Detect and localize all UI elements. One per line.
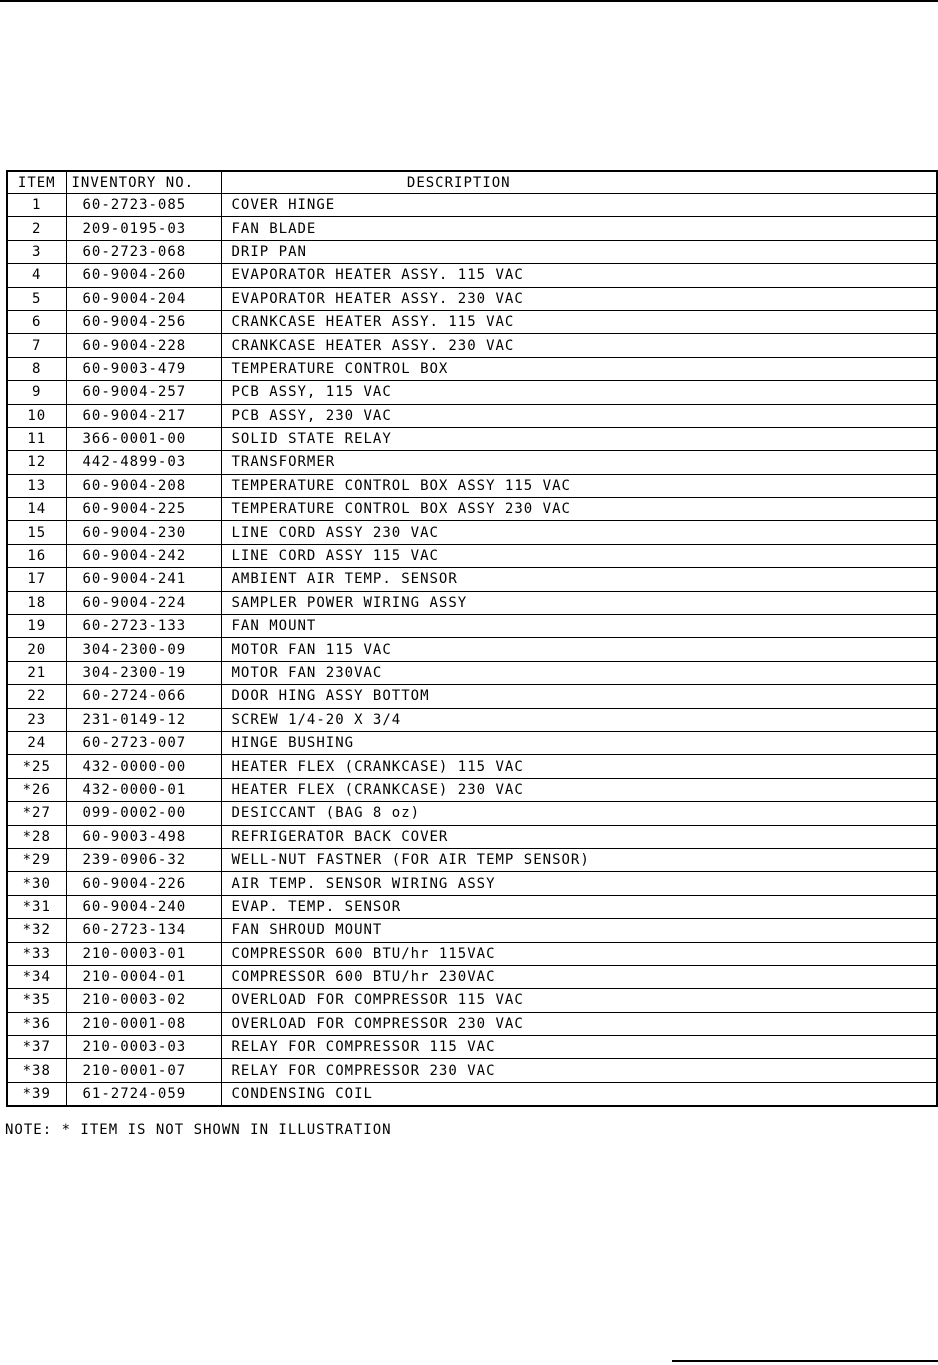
inventory-cell: 60-9004-242 <box>66 544 221 567</box>
description-cell: RELAY FOR COMPRESSOR 230 VAC <box>221 1059 937 1082</box>
item-cell: 14 <box>7 498 66 521</box>
table-row <box>7 848 937 871</box>
item-cell: *30 <box>7 872 66 895</box>
table-row <box>7 661 937 684</box>
inventory-cell: 60-9004-256 <box>66 310 221 333</box>
inventory-cell: 60-9004-204 <box>66 287 221 310</box>
table-row <box>7 965 937 988</box>
description-cell: SOLID STATE RELAY <box>221 427 937 450</box>
inventory-cell: 61-2724-059 <box>66 1082 221 1106</box>
table-row <box>7 1082 937 1106</box>
description-cell: HEATER FLEX (CRANKCASE) 230 VAC <box>221 778 937 801</box>
item-cell: 4 <box>7 264 66 287</box>
inventory-cell: 60-9004-257 <box>66 381 221 404</box>
table-row <box>7 731 937 754</box>
description-cell: PCB ASSY, 115 VAC <box>221 381 937 404</box>
table-row <box>7 404 937 427</box>
inventory-cell: 442-4899-03 <box>66 451 221 474</box>
inventory-cell: 432-0000-01 <box>66 778 221 801</box>
table-row <box>7 615 937 638</box>
description-cell: TEMPERATURE CONTROL BOX <box>221 357 937 380</box>
table-row <box>7 685 937 708</box>
description-cell: PCB ASSY, 230 VAC <box>221 404 937 427</box>
parts-table-body <box>7 194 937 1107</box>
table-row <box>7 568 937 591</box>
table-row <box>7 287 937 310</box>
description-cell: LINE CORD ASSY 115 VAC <box>221 544 937 567</box>
description-cell: FAN MOUNT <box>221 615 937 638</box>
item-cell: *25 <box>7 755 66 778</box>
item-cell: *37 <box>7 1036 66 1059</box>
item-cell: *27 <box>7 802 66 825</box>
item-cell: *31 <box>7 895 66 918</box>
inventory-cell: 304-2300-19 <box>66 661 221 684</box>
description-cell: REFRIGERATOR BACK COVER <box>221 825 937 848</box>
item-cell: 23 <box>7 708 66 731</box>
item-cell: *38 <box>7 1059 66 1082</box>
inventory-cell: 60-9004-260 <box>66 264 221 287</box>
inventory-column-header: INVENTORY NO. <box>66 171 221 194</box>
description-cell: CRANKCASE HEATER ASSY. 115 VAC <box>221 310 937 333</box>
table-row <box>7 474 937 497</box>
description-cell: MOTOR FAN 115 VAC <box>221 638 937 661</box>
item-cell: 10 <box>7 404 66 427</box>
description-cell: SCREW 1/4-20 X 3/4 <box>221 708 937 731</box>
inventory-cell: 210-0001-07 <box>66 1059 221 1082</box>
inventory-cell: 60-9004-228 <box>66 334 221 357</box>
description-cell: AIR TEMP. SENSOR WIRING ASSY <box>221 872 937 895</box>
table-row <box>7 381 937 404</box>
inventory-cell: 210-0004-01 <box>66 965 221 988</box>
inventory-cell: 366-0001-00 <box>66 427 221 450</box>
table-row <box>7 872 937 895</box>
inventory-cell: 231-0149-12 <box>66 708 221 731</box>
table-row <box>7 498 937 521</box>
table-header-row <box>7 171 937 194</box>
item-cell: 15 <box>7 521 66 544</box>
item-cell: *36 <box>7 1012 66 1035</box>
inventory-cell: 60-9004-224 <box>66 591 221 614</box>
description-cell: TEMPERATURE CONTROL BOX ASSY 115 VAC <box>221 474 937 497</box>
table-row <box>7 451 937 474</box>
table-row <box>7 919 937 942</box>
description-cell: DRIP PAN <box>221 240 937 263</box>
item-cell: 17 <box>7 568 66 591</box>
inventory-cell: 099-0002-00 <box>66 802 221 825</box>
item-cell: 9 <box>7 381 66 404</box>
description-cell: MOTOR FAN 230VAC <box>221 661 937 684</box>
inventory-cell: 60-9004-226 <box>66 872 221 895</box>
table-row <box>7 1059 937 1082</box>
inventory-cell: 60-2723-085 <box>66 194 221 217</box>
description-cell: FAN SHROUD MOUNT <box>221 919 937 942</box>
description-cell: OVERLOAD FOR COMPRESSOR 115 VAC <box>221 989 937 1012</box>
item-column-header: ITEM <box>7 171 66 194</box>
description-cell: COVER HINGE <box>221 194 937 217</box>
table-row <box>7 1012 937 1035</box>
inventory-cell: 210-0003-02 <box>66 989 221 1012</box>
table-row <box>7 802 937 825</box>
inventory-cell: 210-0003-01 <box>66 942 221 965</box>
inventory-cell: 60-9004-230 <box>66 521 221 544</box>
item-cell: 20 <box>7 638 66 661</box>
description-cell: HINGE BUSHING <box>221 731 937 754</box>
table-row <box>7 638 937 661</box>
inventory-cell: 60-2723-007 <box>66 731 221 754</box>
inventory-cell: 209-0195-03 <box>66 217 221 240</box>
description-column-header: DESCRIPTION <box>221 171 937 194</box>
item-cell: *33 <box>7 942 66 965</box>
item-cell: 19 <box>7 615 66 638</box>
table-row <box>7 778 937 801</box>
description-cell: AMBIENT AIR TEMP. SENSOR <box>221 568 937 591</box>
item-cell: 1 <box>7 194 66 217</box>
table-row <box>7 357 937 380</box>
top-rule <box>0 0 938 2</box>
inventory-cell: 60-9004-208 <box>66 474 221 497</box>
table-row <box>7 240 937 263</box>
inventory-cell: 60-9004-225 <box>66 498 221 521</box>
description-cell: WELL-NUT FASTNER (FOR AIR TEMP SENSOR) <box>221 848 937 871</box>
table-row <box>7 591 937 614</box>
table-row <box>7 264 937 287</box>
description-cell: DESICCANT (BAG 8 oz) <box>221 802 937 825</box>
item-cell: 24 <box>7 731 66 754</box>
table-row <box>7 217 937 240</box>
item-cell: *26 <box>7 778 66 801</box>
description-cell: SAMPLER POWER WIRING ASSY <box>221 591 937 614</box>
table-row <box>7 708 937 731</box>
table-row <box>7 942 937 965</box>
item-cell: 3 <box>7 240 66 263</box>
table-row <box>7 427 937 450</box>
item-cell: 18 <box>7 591 66 614</box>
description-cell: COMPRESSOR 600 BTU/hr 115VAC <box>221 942 937 965</box>
item-cell: 6 <box>7 310 66 333</box>
table-row <box>7 194 937 217</box>
description-cell: OVERLOAD FOR COMPRESSOR 230 VAC <box>221 1012 937 1035</box>
item-cell: 2 <box>7 217 66 240</box>
description-cell: EVAPORATOR HEATER ASSY. 115 VAC <box>221 264 937 287</box>
table-row <box>7 895 937 918</box>
item-cell: 13 <box>7 474 66 497</box>
inventory-cell: 60-2723-134 <box>66 919 221 942</box>
description-cell: RELAY FOR COMPRESSOR 115 VAC <box>221 1036 937 1059</box>
inventory-cell: 60-9004-241 <box>66 568 221 591</box>
description-cell: EVAP. TEMP. SENSOR <box>221 895 937 918</box>
inventory-cell: 60-9004-240 <box>66 895 221 918</box>
description-cell: COMPRESSOR 600 BTU/hr 230VAC <box>221 965 937 988</box>
inventory-cell: 60-2724-066 <box>66 685 221 708</box>
item-cell: *32 <box>7 919 66 942</box>
item-cell: 12 <box>7 451 66 474</box>
inventory-cell: 239-0906-32 <box>66 848 221 871</box>
item-cell: *28 <box>7 825 66 848</box>
inventory-cell: 60-9003-479 <box>66 357 221 380</box>
description-cell: CRANKCASE HEATER ASSY. 230 VAC <box>221 334 937 357</box>
inventory-cell: 210-0001-08 <box>66 1012 221 1035</box>
inventory-cell: 304-2300-09 <box>66 638 221 661</box>
item-cell: 11 <box>7 427 66 450</box>
inventory-cell: 210-0003-03 <box>66 1036 221 1059</box>
description-cell: EVAPORATOR HEATER ASSY. 230 VAC <box>221 287 937 310</box>
item-cell: *34 <box>7 965 66 988</box>
description-cell: CONDENSING COIL <box>221 1082 937 1106</box>
item-cell: 22 <box>7 685 66 708</box>
table-row <box>7 989 937 1012</box>
inventory-cell: 60-2723-068 <box>66 240 221 263</box>
item-cell: 8 <box>7 357 66 380</box>
description-cell: FAN BLADE <box>221 217 937 240</box>
inventory-cell: 60-9003-498 <box>66 825 221 848</box>
parts-list-table <box>6 170 938 1107</box>
footnote: NOTE: * ITEM IS NOT SHOWN IN ILLUSTRATION <box>5 1122 392 1138</box>
item-cell: 16 <box>7 544 66 567</box>
description-cell: TRANSFORMER <box>221 451 937 474</box>
description-cell: LINE CORD ASSY 230 VAC <box>221 521 937 544</box>
table-row <box>7 334 937 357</box>
table-row <box>7 825 937 848</box>
item-cell: *39 <box>7 1082 66 1106</box>
table-row <box>7 755 937 778</box>
bottom-rule <box>672 1360 938 1362</box>
description-cell: HEATER FLEX (CRANKCASE) 115 VAC <box>221 755 937 778</box>
inventory-cell: 60-2723-133 <box>66 615 221 638</box>
description-cell: TEMPERATURE CONTROL BOX ASSY 230 VAC <box>221 498 937 521</box>
item-cell: *35 <box>7 989 66 1012</box>
item-cell: 7 <box>7 334 66 357</box>
description-cell: DOOR HING ASSY BOTTOM <box>221 685 937 708</box>
item-cell: *29 <box>7 848 66 871</box>
table-row <box>7 521 937 544</box>
item-cell: 21 <box>7 661 66 684</box>
table-row <box>7 310 937 333</box>
table-row <box>7 1036 937 1059</box>
inventory-cell: 60-9004-217 <box>66 404 221 427</box>
table-row <box>7 544 937 567</box>
item-cell: 5 <box>7 287 66 310</box>
inventory-cell: 432-0000-00 <box>66 755 221 778</box>
